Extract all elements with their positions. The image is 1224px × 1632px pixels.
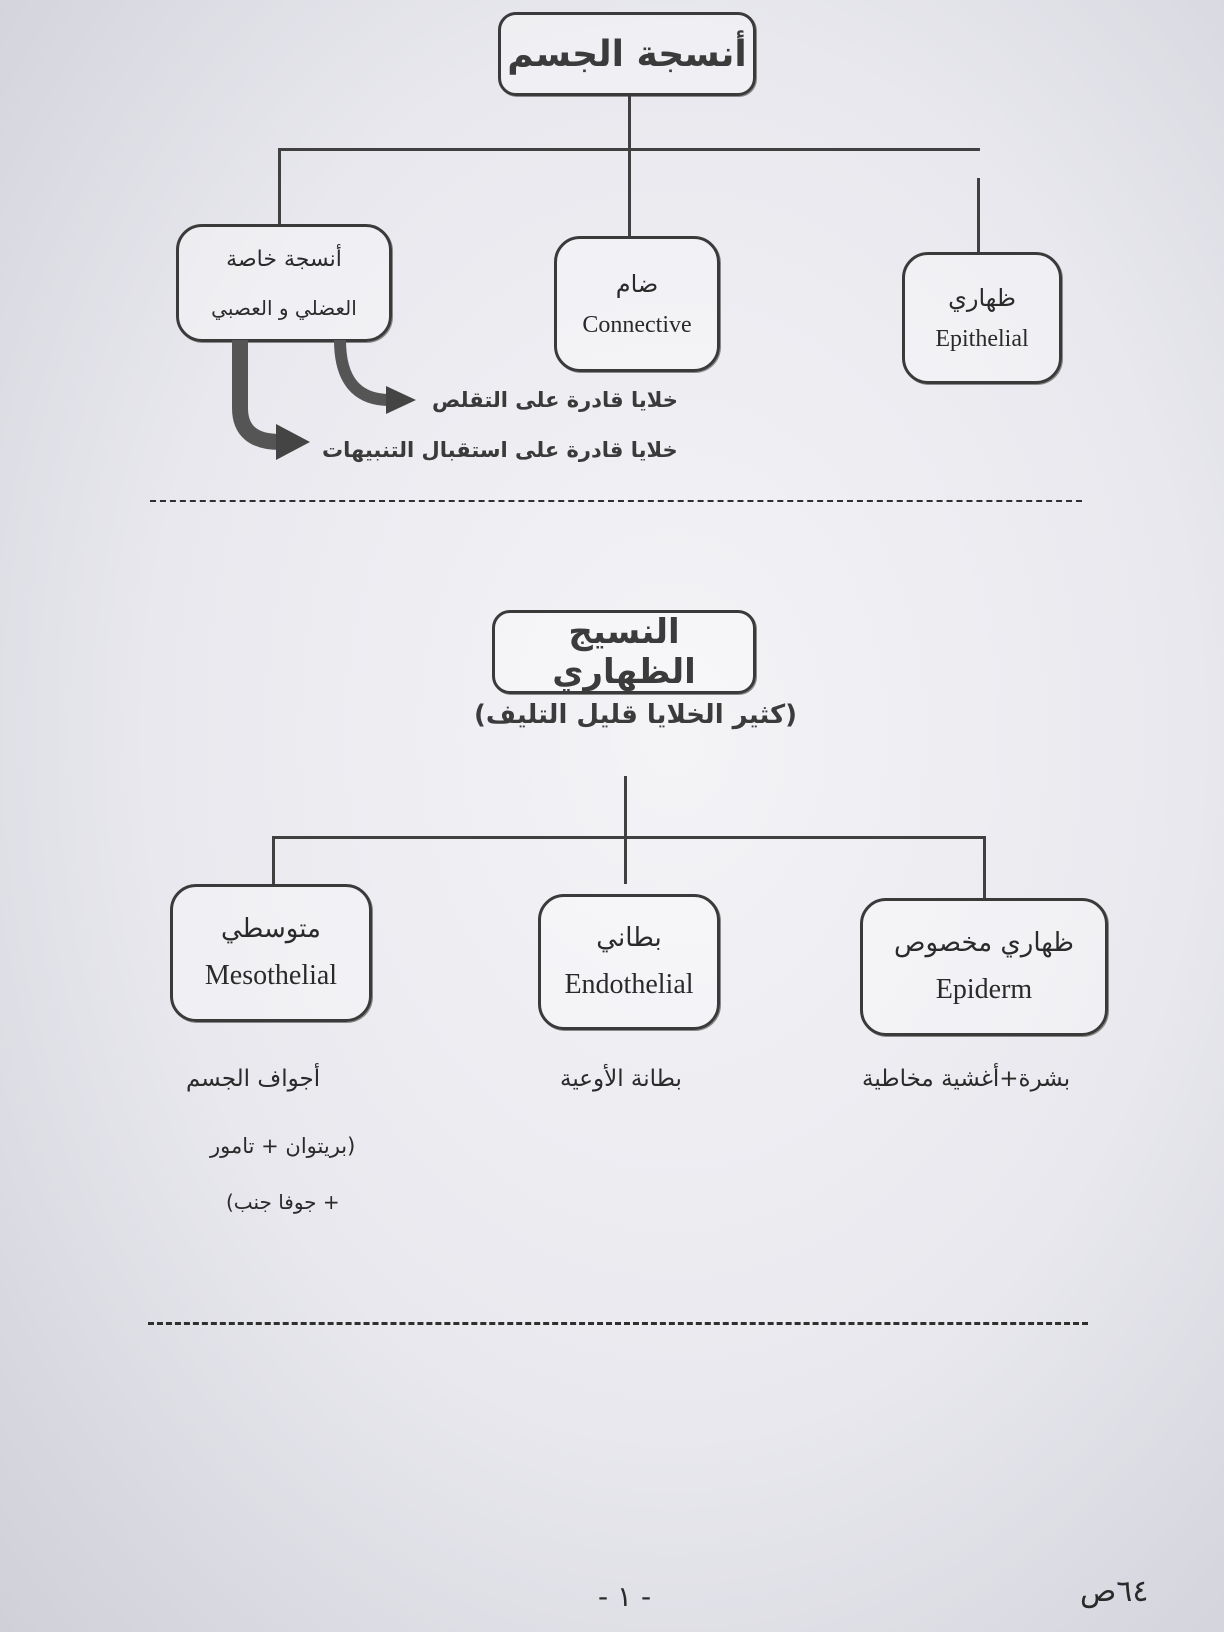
connector2-horizontal xyxy=(272,836,986,839)
node-mesothelial-ar: متوسطي xyxy=(221,914,321,944)
separator-1 xyxy=(150,500,1082,502)
connector-right xyxy=(977,178,980,252)
node-special-ar2: العضلي و العصبي xyxy=(211,295,357,320)
root-subtitle: (كثير الخلايا قليل التليف) xyxy=(474,700,798,730)
root-node-label: أنسجة الجسم xyxy=(507,33,747,75)
connector-left xyxy=(278,148,281,224)
page-code: ٦٤ص xyxy=(1080,1574,1149,1609)
connector2-vertical-root xyxy=(624,776,627,884)
separator-2 xyxy=(148,1322,1088,1325)
page-number: - ١ - xyxy=(598,1580,652,1613)
root-node-label-2: النسيج الظهاري xyxy=(552,612,696,692)
arrow-label-contraction: خلايا قادرة على التقلص xyxy=(432,388,678,412)
node-epiderm-en: Epiderm xyxy=(935,974,1033,1005)
node-connective-ar: ضام xyxy=(615,269,659,298)
connector-horizontal xyxy=(278,148,980,151)
epiderm-description: بشرة+أغشية مخاطية xyxy=(862,1066,1071,1092)
node-epithelial xyxy=(902,252,1062,384)
mesothelial-description: أجواف الجسم xyxy=(186,1066,321,1092)
node-endothelial-ar: بطاني xyxy=(596,923,662,953)
connector2-left xyxy=(272,836,275,884)
arrow-label-stimuli: خلايا قادرة على استقبال التنبيهات xyxy=(322,438,678,462)
node-epiderm xyxy=(860,898,1108,1036)
node-epiderm-ar: ظهاري مخصوص xyxy=(894,928,1074,958)
node-endothelial-en: Endothelial xyxy=(564,969,694,1000)
endothelial-description: بطانة الأوعية xyxy=(560,1066,682,1092)
root-node-body-tissues xyxy=(498,12,756,96)
node-epithelial-ar: ظهاري xyxy=(948,283,1016,312)
connector2-right xyxy=(983,836,986,898)
root-node-epithelial-tissue xyxy=(492,610,756,694)
node-connective xyxy=(554,236,720,372)
node-special-tissues xyxy=(176,224,392,342)
mesothelial-description-3: + جوفا جنب) xyxy=(226,1190,340,1214)
node-mesothelial-en: Mesothelial xyxy=(204,960,338,991)
node-epithelial-en: Epithelial xyxy=(935,325,1029,352)
node-endothelial xyxy=(538,894,720,1030)
mesothelial-description-2: (بريتوان + تامور xyxy=(210,1134,356,1158)
node-mesothelial xyxy=(170,884,372,1022)
node-special-ar: أنسجة خاصة xyxy=(226,246,342,272)
node-connective-en: Connective xyxy=(582,311,692,338)
connector-vertical-root xyxy=(628,96,631,236)
